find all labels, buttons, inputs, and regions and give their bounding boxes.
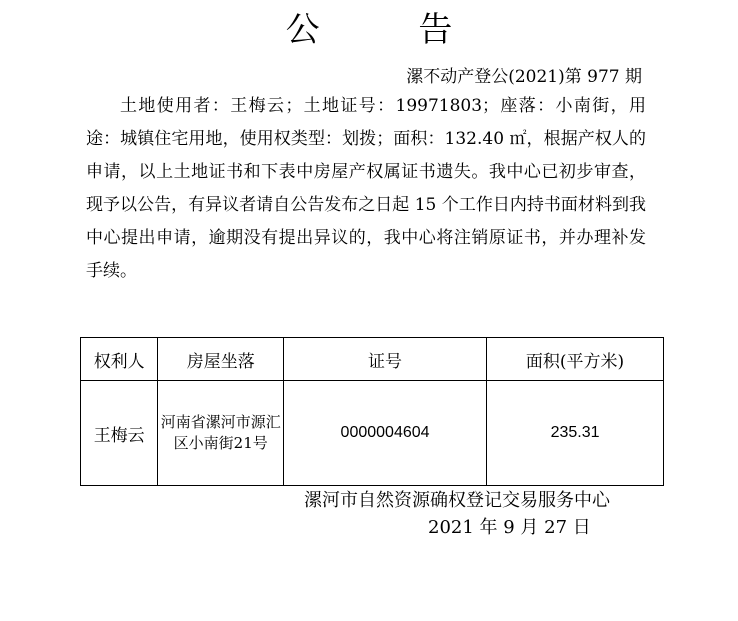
cell-certificate-no: 0000004604: [284, 381, 487, 486]
cell-holder: 王梅云: [81, 381, 158, 486]
issuer-name: 漯河市自然资源确权登记交易服务中心: [304, 490, 610, 511]
header-address: 房屋坐落: [158, 338, 284, 381]
issue-date: 2021 年 9 月 27 日: [428, 517, 591, 538]
table-header-row: [81, 338, 664, 381]
cell-address: 河南省漯河市源汇区小南街21号: [158, 381, 284, 486]
certificate-table: [80, 337, 664, 486]
notice-body: 土地使用者：王梅云；土地证号：19971803；座落：小南街，用途：城镇住宅用地，使用权类型：划拨；面积：132.40 ㎡，根据产权人的申请，以上土地证书和下表中房屋产权属证书遗失。我中心已初步审查，现予以公告，有异议者请自公告发布之日起 15 个工作日内持书面材料到我中心提出申请，逾期没有提出异议的，我中心将注销原证书，并办理补发手续。: [86, 96, 646, 281]
table-row: [81, 381, 664, 486]
header-area: 面积(平方米): [487, 338, 664, 381]
header-holder: 权利人: [81, 338, 158, 381]
document-number: 漯不动产登公(2021)第 977 期: [406, 67, 642, 87]
cell-area: 235.31: [487, 381, 664, 486]
header-certificate-no: 证号: [284, 338, 487, 381]
notice-title: 公 告: [285, 10, 497, 50]
